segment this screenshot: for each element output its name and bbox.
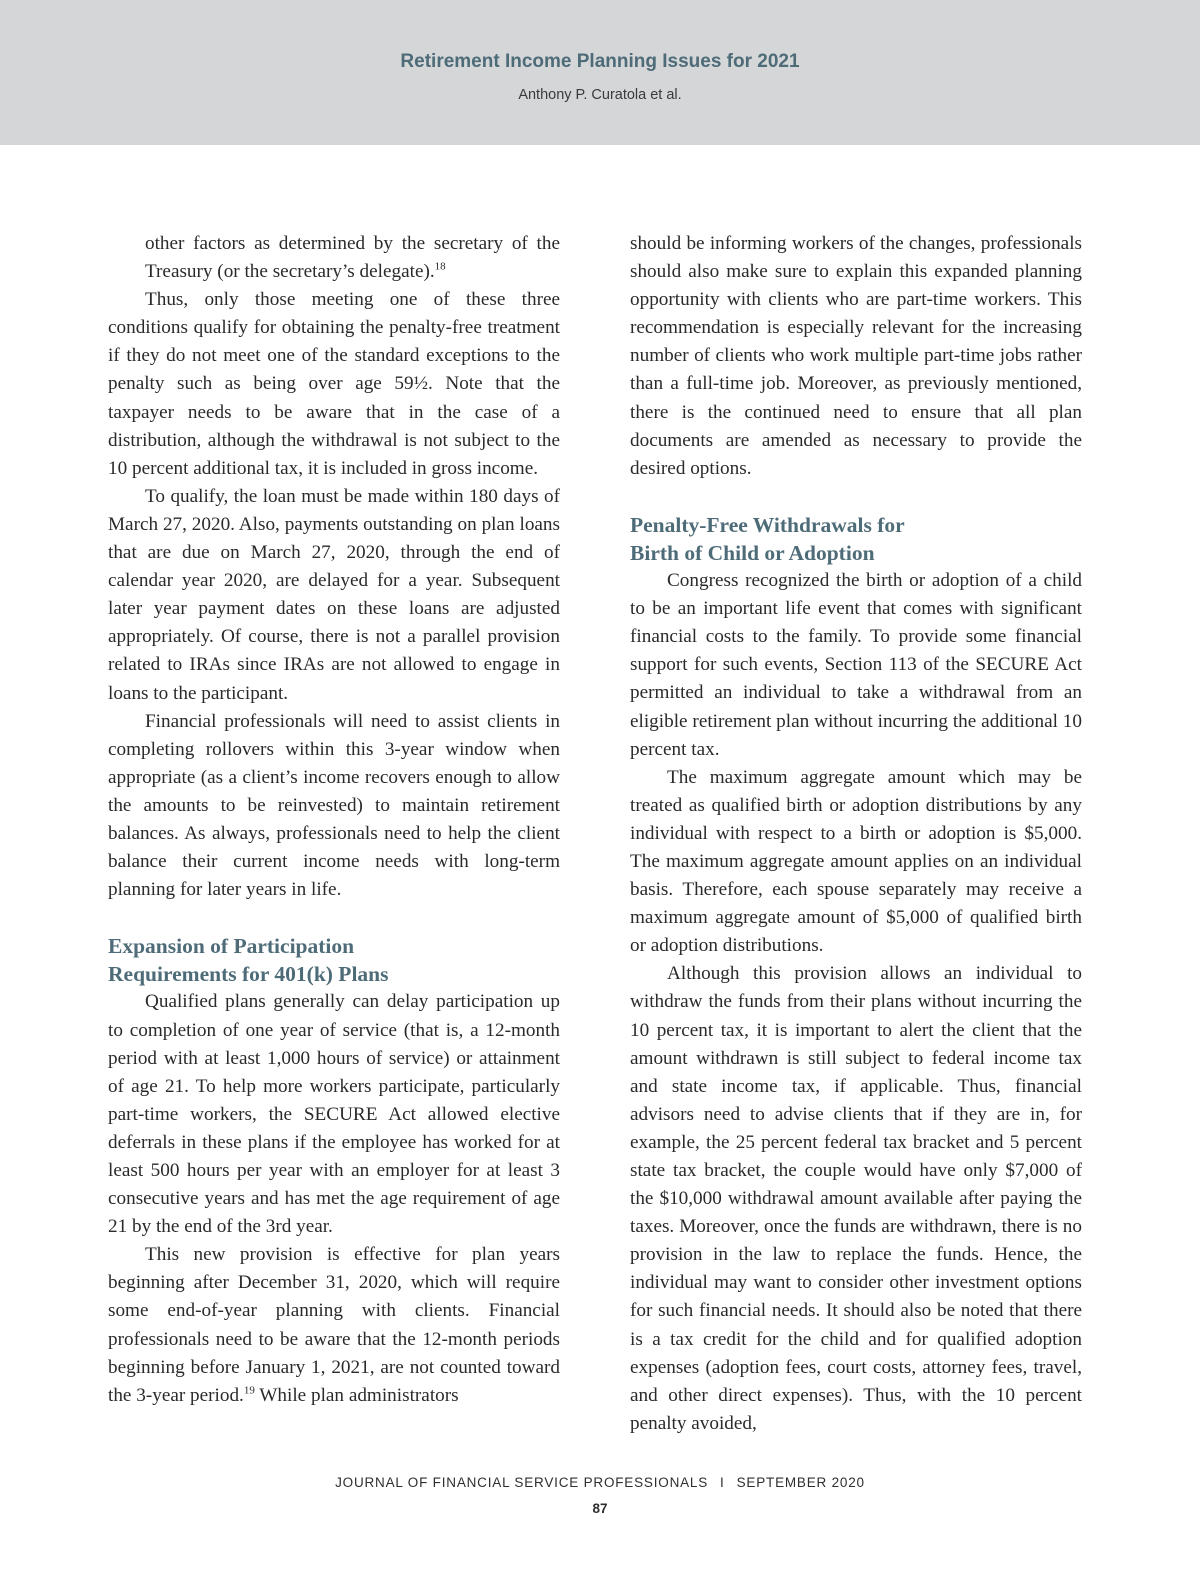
paragraph <box>108 1241 560 1410</box>
section-heading-birth-adoption <box>630 511 1082 567</box>
paragraph: Thus, only those meeting one of these three conditions qualify for obtaining the penalty-free treatment if they do not meet one of the standard exceptions to the penalty such as being over age 59½. Note that the taxpayer needs to be aware that in the case of a distribution, although the withdrawal is not subject to the 10 percent additional tax, it is included in gross income. <box>108 289 560 479</box>
footer-separator: I <box>720 1475 725 1490</box>
paragraph: should be informing workers of the changes, professionals should also make sure to explain this expanded planning opportunity with clients who are part-time workers. This recommendation is especially relevant for the increasing number of clients who work multiple part-time jobs rather than a full-time job. Moreover, as previously mentioned, there is the continued need to ensure that all plan documents are amended as necessary to provide the desired options. <box>630 233 1082 479</box>
paragraph-text: other factors as determined by the secretary of the Treasury (or the secretary’s delegate). <box>145 233 560 283</box>
page-number: 87 <box>592 1501 608 1516</box>
running-header-authors: Anthony P. Curatola et al. <box>518 87 682 103</box>
footnote-ref-19[interactable]: 19 <box>243 1384 255 1397</box>
paragraph: Qualified plans generally can delay participation up to completion of one year of service (that is, a 12-month period with at least 1,000 hours of service) or attainment of age 21. To help more workers participate, particularly part-time workers, the SECURE Act allowed elective deferrals in these plans if the employee has worked for at least 500 hours per year with an employer for at least 3 consecutive years and has met the age requirement of age 21 by the end of the 3rd year. <box>108 991 560 1238</box>
paragraph: Although this provision allows an individual to withdraw the funds from their plans without incurring the 10 percent tax, it is important to alert the client that the amount withdrawn is still subject to federal income tax and state income tax, if applicable. Thus, financial advisors need to advise clients that if they are in, for example, the 25 percent federal tax bracket and 5 percent state tax bracket, the couple would have only $7,000 of the $10,000 withdrawal amount available after paying the taxes. Moreover, once the funds are withdrawn, there is no provision in the law to replace the funds. Hence, the individual may want to consider other investment options for such financial needs. It should also be noted that there is a tax credit for the child and for qualified adoption expenses (adoption fees, court costs, attorney fees, travel, and other direct expenses). Thus, with the 10 percent penalty avoided, <box>630 963 1082 1434</box>
left-column <box>108 230 560 1410</box>
heading-line: Penalty-Free Withdrawals for <box>630 512 905 537</box>
page-footer <box>0 1475 1200 1490</box>
running-header <box>0 0 1200 145</box>
heading-line: Birth of Child or Adoption <box>630 540 875 565</box>
issue-date: SEPTEMBER 2020 <box>736 1475 865 1490</box>
running-header-title: Retirement Income Planning Issues for 2021 <box>400 51 800 72</box>
heading-line: Requirements for 401(k) Plans <box>108 962 389 987</box>
paragraph <box>108 230 560 286</box>
paragraph: Financial professionals will need to assist clients in completing rollovers within this 3-year window when appropriate (as a client’s income recovers enough to allow the amounts to be reinvested) to maintain retirement balances. As always, professionals need to help the client balance their current income needs with long-term planning for later years in life. <box>108 710 560 901</box>
section-heading-401k <box>108 932 560 988</box>
journal-name: JOURNAL OF FINANCIAL SERVICE PROFESSIONALS <box>335 1475 709 1490</box>
paragraph-text: While plan administrators <box>254 1384 459 1406</box>
paragraph: The maximum aggregate amount which may be treated as qualified birth or adoption distributions by any individual with respect to a birth or adoption is $5,000. The maximum aggregate amount applies on an individual basis. Therefore, each spouse separately may receive a maximum aggregate amount of $5,000 of qualified birth or adoption distributions. <box>630 766 1082 957</box>
paragraph: Congress recognized the birth or adoption of a child to be an important life event that comes with significant financial costs to the family. To provide some financial support for such events, Section 113 of the SECURE Act permitted an individual to take a withdrawal from an eligible retirement plan without incurring the additional 10 percent tax. <box>630 570 1082 760</box>
heading-line: Expansion of Participation <box>108 934 355 959</box>
right-column <box>630 230 1082 1438</box>
paragraph: To qualify, the loan must be made within 180 days of March 27, 2020. Also, payments outstanding on plan loans that are due on March 27, 2020, through the end of calendar year 2020, are delayed for a year. Subsequent later year payment dates on these loans are adjusted appropriately. Of course, there is not a parallel provision related to IRAs since IRAs are not allowed to engage in loans to the participant. <box>108 485 560 704</box>
paragraph-text: This new provision is effective for plan years beginning after December 31, 2020, which will require some end-of-year planning with clients. Financial professionals need to be aware that the 12-month periods beginning before January 1, 2021, are not counted toward the 3-year period. <box>108 1244 560 1406</box>
footnote-ref-18[interactable]: 18 <box>434 260 446 273</box>
